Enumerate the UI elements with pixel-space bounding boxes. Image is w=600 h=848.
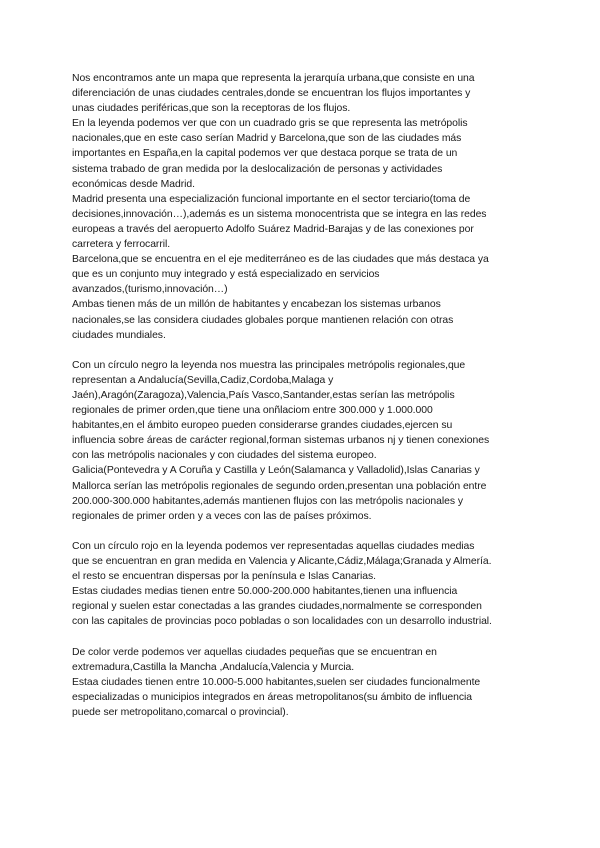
paragraph-gap bbox=[72, 524, 528, 539]
text-line: De color verde podemos ver aquellas ciudades pequeñas que se encuentran en bbox=[72, 646, 437, 658]
section-4 bbox=[72, 645, 528, 720]
text-line: puede ser metropolitano,comarcal o provincial). bbox=[72, 706, 289, 718]
text-line: Jaén),Aragón(Zaragoza),Valencia,País Vasco,Santander,estas serían las metrópolis bbox=[72, 389, 455, 401]
text-line: ciudades mundiales. bbox=[72, 329, 166, 341]
text-line: regional y suelen estar conectadas a las grandes ciudades,normalmente se corresponden bbox=[72, 601, 482, 613]
text-line: europeas a través del aeropuerto Adolfo Suárez Madrid-Barajas y de las conexiones por bbox=[72, 223, 474, 235]
text-line: Madrid presenta una especialización funcional importante en el sector terciario(toma de bbox=[72, 193, 471, 205]
text-line: En la leyenda podemos ver que con un cuadrado gris se que representa las metrópolis bbox=[72, 118, 468, 130]
text-line: regionales de primer orden y a veces con las de países próximos. bbox=[72, 510, 372, 522]
text-line: con las capitales de provincias poco pobladas o son localidades con un desarrollo industrial. bbox=[72, 616, 492, 628]
text-line: sistema trabado de gran medida por la deslocalización de personas y actividades bbox=[72, 163, 443, 175]
text-line: nacionales,se las considera ciudades globales porque mantienen relación con otras bbox=[72, 314, 454, 326]
text-line: regionales de primer orden,que tiene una onñlaciom entre 300.000 y 1.000.000 bbox=[72, 405, 433, 417]
text-line: Barcelona,que se encuentra en el eje mediterráneo es de las ciudades que más destaca ya bbox=[72, 254, 489, 266]
text-line: económicas desde Madrid. bbox=[72, 178, 195, 190]
text-line: decisiones,innovación…),además es un sistema monocentrista que se integra en las redes bbox=[72, 208, 487, 220]
text-line: representan a Andalucía(Sevilla,Cadiz,Cordoba,Malaga y bbox=[72, 374, 334, 386]
text-line: especializadas o municipios integrados en áreas metropolitanos(su ámbito de influencia bbox=[72, 691, 473, 703]
text-line: Galicia(Pontevedra y A Coruña y Castilla y León(Salamanca y Valladolid),Islas Canarias y bbox=[72, 465, 480, 477]
section-1 bbox=[72, 71, 528, 343]
document-body bbox=[72, 71, 528, 720]
text-line: Nos encontramos ante un mapa que representa la jerarquía urbana,que consiste en una bbox=[72, 73, 475, 84]
text-line: Con un círculo negro la leyenda nos muestra las principales metrópolis regionales,que bbox=[72, 359, 466, 371]
paragraph-gap bbox=[72, 343, 528, 358]
text-line: que se encuentran en gran medida en Valencia y Alicante,Cádiz,Málaga;Granada y Almería. bbox=[72, 556, 492, 567]
text-line: que es un conjunto muy integrado y está especializado en servicios bbox=[72, 269, 380, 281]
text-line: con las metrópolis nacionales y con ciudades del sistema europeo. bbox=[72, 450, 377, 462]
section-2 bbox=[72, 358, 528, 524]
text-line: importantes en España,en la capital podemos ver que destaca porque se trata de un bbox=[72, 148, 458, 160]
text-line: 200.000-300.000 habitantes,además mantienen flujos con las metrópolis nacionales y bbox=[72, 495, 463, 507]
text-line: Mallorca serían las metrópolis regionales de segundo orden,presentan una población entre bbox=[72, 480, 487, 492]
text-line: nacionales,que en este caso serían Madrid y Barcelona,que son de las ciudades más bbox=[72, 133, 462, 145]
text-line: avanzados,(turismo,innovación…) bbox=[72, 284, 228, 296]
text-line: carretera y ferrocarril. bbox=[72, 239, 171, 251]
section-3 bbox=[72, 539, 528, 630]
text-line: Ambas tienen más de un millón de habitantes y encabezan los sistemas urbanos bbox=[72, 299, 441, 311]
text-line: Estas ciudades medias tienen entre 50.000-200.000 habitantes,tienen una influencia bbox=[72, 586, 458, 598]
text-line: diferenciación de unas ciudades centrales,donde se encuentran los flujos importantes y bbox=[72, 88, 471, 100]
text-line: extremadura,Castilla la Mancha ,Andalucía,Valencia y Murcia. bbox=[72, 661, 355, 673]
text-line: Con un círculo rojo en la leyenda podemos ver representadas aquellas ciudades medias bbox=[72, 540, 475, 552]
text-line: el resto se encuentran dispersas por la península e Islas Canarias. bbox=[72, 571, 376, 583]
text-line: unas ciudades periféricas,que son la receptoras de los flujos. bbox=[72, 103, 351, 115]
paragraph-gap bbox=[72, 629, 528, 644]
text-line: Estaa ciudades tienen entre 10.000-5.000 habitantes,suelen ser ciudades funcionalmente bbox=[72, 676, 481, 688]
text-line: influencia sobre áreas de carácter regional,forman sistemas urbanos nj y tienen conexiones bbox=[72, 435, 490, 447]
text-line: habitantes,en el ámbito europeo pueden considerarse grandes ciudades,ejercen su bbox=[72, 420, 453, 432]
